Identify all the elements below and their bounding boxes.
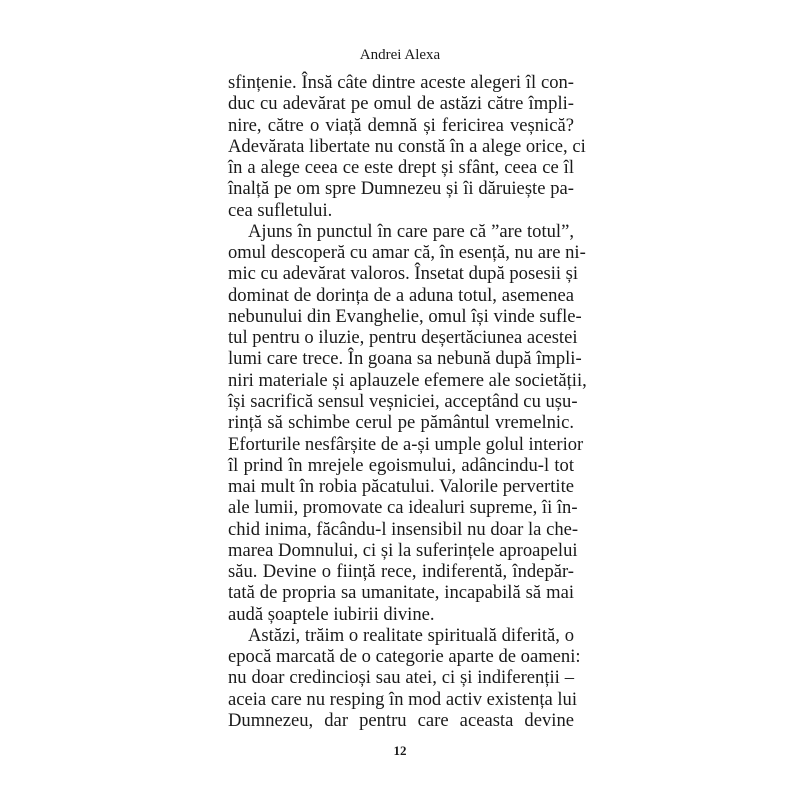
body-text <box>228 72 587 731</box>
text-line: său. Devine o ființă rece, indiferentă, îndepăr- <box>228 561 574 583</box>
text-line: duc cu adevărat pe omul de astăzi către împli- <box>228 93 574 115</box>
text-line: tată de propria sa umanitate, incapabilă să mai <box>228 582 574 604</box>
text-line: îl prind în mrejele egoismului, adâncindu-l tot <box>228 454 574 476</box>
text-line: marea Domnului, ci și la suferințele aproapelui <box>228 539 578 561</box>
text-line: nire, către o viață demnă și fericirea veșnică? <box>228 114 574 136</box>
text-line: înalță pe om spre Dumnezeu și îi dăruiește pa- <box>228 178 574 200</box>
text-line: tul pentru o iluzie, pentru deșertăciunea acestei <box>228 327 578 349</box>
text-line: mic cu adevărat valoros. Însetat după posesii și <box>228 263 579 285</box>
text-line: sfințenie. Însă câte dintre aceste alegeri îl con- <box>228 72 574 93</box>
text-line: rință să schimbe cerul pe pământul vremelnic. <box>228 412 574 434</box>
page-number: 12 <box>393 743 407 758</box>
running-header-author: Andrei Alexa <box>359 47 441 63</box>
text-line: mai mult în robia păcatului. Valorile pervertite <box>228 476 574 498</box>
text-line: audă șoaptele iubirii divine. <box>228 603 435 625</box>
text-line: omul descoperă cu amar că, în esență, nu are ni- <box>228 242 586 264</box>
text-line: nebunului din Evanghelie, omul își vinde sufle- <box>228 305 582 327</box>
text-line: Ajuns în punctul în care pare că ”are totul”, <box>248 220 574 242</box>
text-line: Astăzi, trăim o realitate spirituală diferită, o <box>248 624 574 646</box>
text-line: dominat de dorința de a aduna totul, asemenea <box>228 284 574 306</box>
text-line: Adevărata libertate nu constă în a alege orice, ci <box>228 135 586 157</box>
text-line: aceia care nu resping în mod activ existența lui <box>228 688 578 710</box>
text-line: epocă marcată de o categorie aparte de oameni: <box>228 646 581 668</box>
text-line: niri materiale și aplauzele efemere ale societății, <box>228 369 587 391</box>
text-line: Dumnezeu, dar pentru care aceasta devine <box>228 709 574 731</box>
text-line: ale lumii, promovate ca idealuri supreme, îi în- <box>228 497 578 519</box>
text-line: chid inima, făcându-l insensibil nu doar la che- <box>228 518 579 540</box>
text-line: lumi care trece. În goana sa nebună după împli- <box>228 348 582 370</box>
text-line: nu doar credincioși sau atei, ci și indiferenții – <box>228 667 574 689</box>
text-line: cea sufletului. <box>228 199 333 221</box>
text-line: își sacrifică sensul veșniciei, acceptând cu ușu- <box>228 390 578 412</box>
text-line: în a alege ceea ce este drept și sfânt, ceea ce îl <box>228 157 574 179</box>
text-line: Eforturile nesfârșite de a-și umple golul interior <box>228 433 584 455</box>
